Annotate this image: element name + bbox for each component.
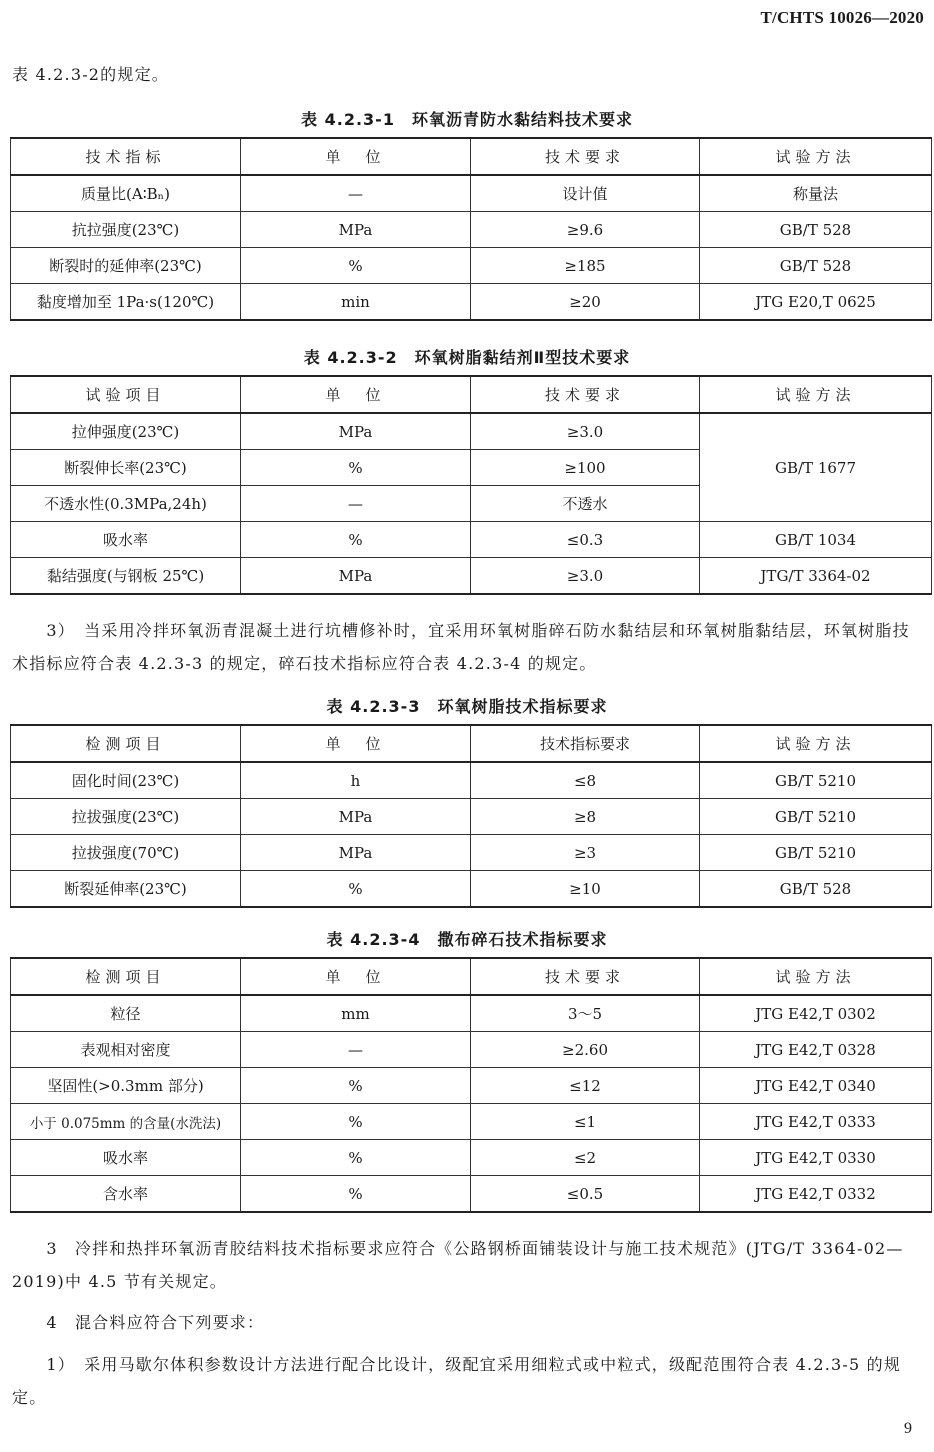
table-row — [11, 175, 932, 212]
cell-merged: GB/T 1677 — [700, 413, 932, 522]
cell: 含水率 — [11, 1176, 241, 1213]
cell: 不透水性(0.3MPa,24h) — [11, 486, 241, 522]
header-cell: 试验方法 — [700, 958, 932, 995]
cell: 称量法 — [700, 175, 932, 212]
table-row — [11, 248, 932, 284]
cell: % — [241, 1104, 471, 1140]
table-header-row — [11, 725, 932, 762]
cell: 抗拉强度(23℃) — [11, 212, 241, 248]
header-cell: 检测项目 — [11, 958, 241, 995]
table-row — [11, 284, 932, 321]
cell: 拉拔强度(70℃) — [11, 835, 241, 871]
cell: 坚固性(>0.3mm 部分) — [11, 1068, 241, 1104]
header-cell: 技术要求 — [471, 138, 700, 175]
cell: ≥3 — [471, 835, 700, 871]
cell: ≥100 — [471, 450, 700, 486]
cell: % — [241, 522, 471, 558]
header-cell: 试验方法 — [700, 138, 932, 175]
table-row — [11, 762, 932, 799]
cell: 固化时间(23℃) — [11, 762, 241, 799]
cell: MPa — [241, 212, 471, 248]
document-code: T/CHTS 10026—2020 — [760, 8, 924, 27]
cell: GB/T 528 — [700, 248, 932, 284]
table-title-4-2-3-3: 表 4.2.3-3 环氧树脂技术指标要求 — [326, 697, 608, 716]
table-row — [11, 522, 932, 558]
table-header-row — [11, 376, 932, 413]
paragraph-3: 3 冷拌和热拌环氧沥青胶结料技术指标要求应符合《公路钢桥面铺装设计与施工技术规范》(JTG/T 3364-02—2019)中 4.5 节有关规定。 — [12, 1239, 904, 1291]
table-row — [11, 1104, 932, 1140]
page-number: 9 — [904, 1420, 912, 1437]
cell: % — [241, 1140, 471, 1176]
cell: JTG E42,T 0340 — [700, 1068, 932, 1104]
header-cell: 技术要求 — [471, 958, 700, 995]
cell: ≥8 — [471, 799, 700, 835]
paragraph-4-1: 1） 采用马歇尔体积参数设计方法进行配合比设计，级配宜采用细粒式或中粒式，级配范围符合表 4.2.3-5 的规定。 — [12, 1355, 902, 1407]
table-header-row — [11, 958, 932, 995]
cell: ≥9.6 — [471, 212, 700, 248]
table-row — [11, 1176, 932, 1213]
table-4-2-3-4 — [10, 957, 932, 1213]
cell: ≥185 — [471, 248, 700, 284]
header-cell: 单 位 — [241, 958, 471, 995]
table-row — [11, 799, 932, 835]
cell: — — [241, 175, 471, 212]
cell: 吸水率 — [11, 1140, 241, 1176]
table-row — [11, 212, 932, 248]
cell: ≤8 — [471, 762, 700, 799]
cell: 小于 0.075mm 的含量(水洗法) — [11, 1104, 241, 1140]
cell: 断裂伸长率(23℃) — [11, 450, 241, 486]
header-cell: 单 位 — [241, 138, 471, 175]
header-cell: 技术指标 — [11, 138, 241, 175]
cell: 黏度增加至 1Pa·s(120℃) — [11, 284, 241, 321]
header-cell: 技术指标要求 — [471, 725, 700, 762]
cell: JTG E20,T 0625 — [700, 284, 932, 321]
cell: GB/T 528 — [700, 871, 932, 908]
cell: 断裂延伸率(23℃) — [11, 871, 241, 908]
cell: ≥3.0 — [471, 558, 700, 595]
cell: MPa — [241, 835, 471, 871]
cell: ≥20 — [471, 284, 700, 321]
table-4-2-3-2 — [10, 375, 932, 595]
cell: ≥2.60 — [471, 1032, 700, 1068]
table-row — [11, 995, 932, 1032]
paragraph-3-sub: 3） 当采用冷拌环氧沥青混凝土进行坑槽修补时，宜采用环氧树脂碎石防水黏结层和环氧树脂黏结层，环氧树脂技术指标应符合表 4.2.3-3 的规定，碎石技术指标应符合表 4.2.3-4 的规定。 — [12, 621, 910, 673]
header-cell: 试验方法 — [700, 725, 932, 762]
cell: % — [241, 248, 471, 284]
cell: MPa — [241, 558, 471, 595]
paragraph-4: 4 混合料应符合下列要求： — [12, 1313, 265, 1332]
cell: % — [241, 871, 471, 908]
table-row — [11, 1032, 932, 1068]
cell: 表观相对密度 — [11, 1032, 241, 1068]
table-title-4-2-3-1: 表 4.2.3-1 环氧沥青防水黏结料技术要求 — [301, 110, 633, 129]
header-cell: 单 位 — [241, 376, 471, 413]
table-row — [11, 1068, 932, 1104]
table-header-row — [11, 138, 932, 175]
cell: % — [241, 450, 471, 486]
table-title-4-2-3-4: 表 4.2.3-4 撒布碎石技术指标要求 — [326, 930, 608, 949]
cell: MPa — [241, 799, 471, 835]
cell: ≥3.0 — [471, 413, 700, 450]
cell: % — [241, 1176, 471, 1213]
cell: ≤12 — [471, 1068, 700, 1104]
table-row — [11, 558, 932, 595]
cell: — — [241, 1032, 471, 1068]
cell: GB/T 528 — [700, 212, 932, 248]
table-row — [11, 835, 932, 871]
cell: JTG/T 3364-02 — [700, 558, 932, 595]
intro-line: 表 4.2.3-2的规定。 — [12, 65, 169, 84]
header-cell: 试验项目 — [11, 376, 241, 413]
cell: GB/T 5210 — [700, 762, 932, 799]
header-cell: 单 位 — [241, 725, 471, 762]
cell: 3～5 — [471, 995, 700, 1032]
cell: 粒径 — [11, 995, 241, 1032]
cell: — — [241, 486, 471, 522]
cell: JTG E42,T 0332 — [700, 1176, 932, 1213]
cell: JTG E42,T 0330 — [700, 1140, 932, 1176]
cell: 设计值 — [471, 175, 700, 212]
table-row — [11, 871, 932, 908]
cell: MPa — [241, 413, 471, 450]
cell: 拉伸强度(23℃) — [11, 413, 241, 450]
cell: 断裂时的延伸率(23℃) — [11, 248, 241, 284]
cell: JTG E42,T 0333 — [700, 1104, 932, 1140]
cell: mm — [241, 995, 471, 1032]
cell: ≤1 — [471, 1104, 700, 1140]
cell: GB/T 5210 — [700, 835, 932, 871]
table-row — [11, 413, 932, 450]
cell: 拉拔强度(23℃) — [11, 799, 241, 835]
table-row — [11, 1140, 932, 1176]
cell: h — [241, 762, 471, 799]
cell: JTG E42,T 0328 — [700, 1032, 932, 1068]
table-4-2-3-3 — [10, 724, 932, 908]
cell: % — [241, 1068, 471, 1104]
table-title-4-2-3-2: 表 4.2.3-2 环氧树脂黏结剂Ⅱ型技术要求 — [303, 348, 631, 367]
cell: 黏结强度(与钢板 25℃) — [11, 558, 241, 595]
cell: min — [241, 284, 471, 321]
cell: 质量比(A∶Bₙ) — [11, 175, 241, 212]
cell: GB/T 5210 — [700, 799, 932, 835]
table-4-2-3-1 — [10, 137, 932, 321]
header-cell: 技术要求 — [471, 376, 700, 413]
cell: ≤0.3 — [471, 522, 700, 558]
cell: ≤0.5 — [471, 1176, 700, 1213]
header-cell: 试验方法 — [700, 376, 932, 413]
cell: ≥10 — [471, 871, 700, 908]
cell: 不透水 — [471, 486, 700, 522]
cell: ≤2 — [471, 1140, 700, 1176]
cell: JTG E42,T 0302 — [700, 995, 932, 1032]
cell: GB/T 1034 — [700, 522, 932, 558]
cell: 吸水率 — [11, 522, 241, 558]
header-cell: 检测项目 — [11, 725, 241, 762]
